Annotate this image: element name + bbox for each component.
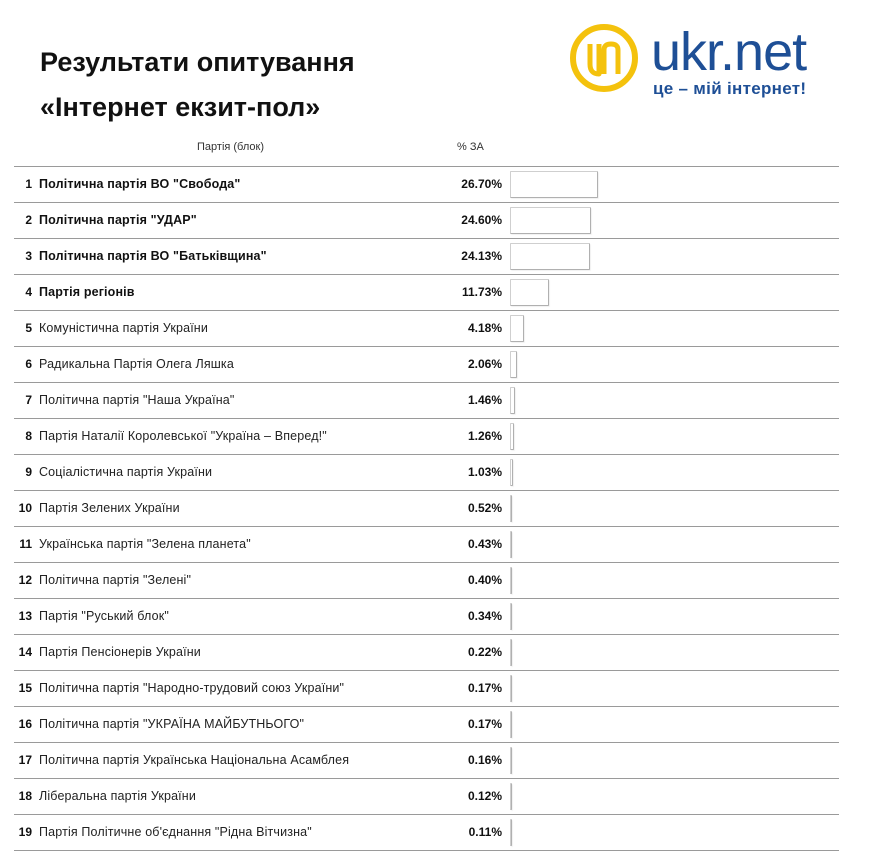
row-rank: 12 [18,573,32,587]
row-percent-label: 24.13% [461,249,502,263]
row-percent-label: 24.60% [461,213,502,227]
title-line-2: «Інтернет екзит-пол» [40,92,321,122]
row-party-name: Партія Політичне об'єднання "Рідна Вітчизна" [39,825,312,839]
result-bar [510,387,515,414]
table-row [14,383,839,419]
result-bar [510,207,591,234]
result-bar [510,171,598,198]
table-row [14,743,839,779]
row-rank: 9 [25,465,32,479]
row-percent-label: 0.11% [468,825,502,839]
row-rank: 19 [18,825,32,839]
row-party-name: Партія Наталії Королевської "Україна – Вперед!" [39,429,327,443]
result-bar [510,351,517,378]
row-rank: 10 [18,501,32,515]
row-party-name: Політична партія ВО "Свобода" [39,177,241,191]
row-party-name: Соціалістична партія України [39,465,213,479]
row-party-name: Політична партія Українська Національна Асамблея [39,753,350,767]
row-rank: 7 [25,393,32,407]
title-line-1: Результати опитування [40,47,355,77]
row-rank: 2 [25,213,32,227]
row-rank: 1 [25,177,32,191]
table-row [14,167,839,203]
column-header-percent: % ЗА [457,141,484,153]
table-row [14,563,839,599]
row-percent-label: 0.34% [467,609,502,623]
row-party-name: Українська партія "Зелена планета" [39,537,251,551]
logo-wordmark: ukr.net [651,22,807,82]
row-percent-label: 0.22% [467,645,502,659]
row-rank: 18 [18,789,32,803]
result-bar [510,819,512,846]
row-party-name: Політична партія "Народно-трудовий союз України" [39,681,345,695]
column-header-party: Партія (блок) [197,141,264,153]
result-bar [510,783,512,810]
table-row [14,347,839,383]
row-rank: 14 [18,645,32,659]
row-rank: 15 [18,681,32,695]
result-bar [510,423,514,450]
table-row [14,707,839,743]
table-row [14,239,839,275]
row-party-name: Партія регіонів [39,285,135,299]
table-row [14,599,839,635]
row-rank: 17 [18,753,32,767]
row-rank: 4 [25,285,32,299]
result-bar [510,243,590,270]
table-row [14,419,839,455]
row-party-name: Комуністична партія України [39,321,208,335]
row-percent-label: 1.46% [467,393,502,407]
table-header [14,132,839,167]
row-percent-label: 1.26% [467,429,502,443]
page-title [40,40,355,130]
row-percent-label: 4.18% [467,321,502,335]
row-party-name: Політична партія "Наша Україна" [39,393,235,407]
row-rank: 13 [18,609,32,623]
table-row [14,779,839,815]
logo-tagline: це – мій інтернет! [653,79,807,98]
table-row [14,455,839,491]
row-party-name: Ліберальна партія України [39,789,196,803]
row-rank: 6 [25,357,32,371]
row-party-name: Партія Зелених України [39,501,180,515]
table-row [14,815,839,851]
row-percent-label: 0.52% [467,501,502,515]
table-row [14,635,839,671]
row-rank: 8 [25,429,32,443]
row-percent-label: 0.40% [467,573,502,587]
table-row [14,275,839,311]
ukrnet-logo[interactable] [568,20,848,106]
result-bar [510,531,512,558]
table-row [14,491,839,527]
table-row [14,203,839,239]
table-body [14,167,839,851]
result-bar [510,459,513,486]
row-party-name: Політична партія ВО "Батьківщина" [39,249,267,263]
result-bar [510,711,512,738]
table-row [14,671,839,707]
row-rank: 11 [19,537,32,551]
row-rank: 5 [25,321,32,335]
row-party-name: Політична партія "УКРАЇНА МАЙБУТНЬОГО" [39,717,305,731]
row-percent-label: 0.16% [467,753,502,767]
row-rank: 3 [25,249,32,263]
row-percent-label: 26.70% [461,177,502,191]
result-bar [510,315,524,342]
result-bar [510,675,512,702]
row-percent-label: 0.17% [467,717,502,731]
table-row [14,527,839,563]
result-bar [510,495,512,522]
row-party-name: Партія "Руський блок" [39,609,169,623]
row-percent-label: 0.12% [467,789,502,803]
result-bar [510,747,512,774]
result-bar [510,567,512,594]
row-party-name: Радикальна Партія Олега Ляшка [39,357,234,371]
table-row [14,311,839,347]
row-rank: 16 [18,717,32,731]
row-percent-label: 2.06% [467,357,502,371]
row-party-name: Партія Пенсіонерів України [39,645,201,659]
results-table [14,132,839,851]
row-party-name: Політична партія "Зелені" [39,573,192,587]
row-party-name: Політична партія "УДАР" [39,213,197,227]
row-percent-label: 1.03% [467,465,502,479]
row-percent-label: 0.17% [467,681,502,695]
result-bar [510,279,549,306]
row-percent-label: 11.73% [461,285,502,299]
result-bar [510,639,512,666]
result-bar [510,603,512,630]
ukrnet-logo-icon [568,22,640,94]
row-percent-label: 0.43% [467,537,502,551]
